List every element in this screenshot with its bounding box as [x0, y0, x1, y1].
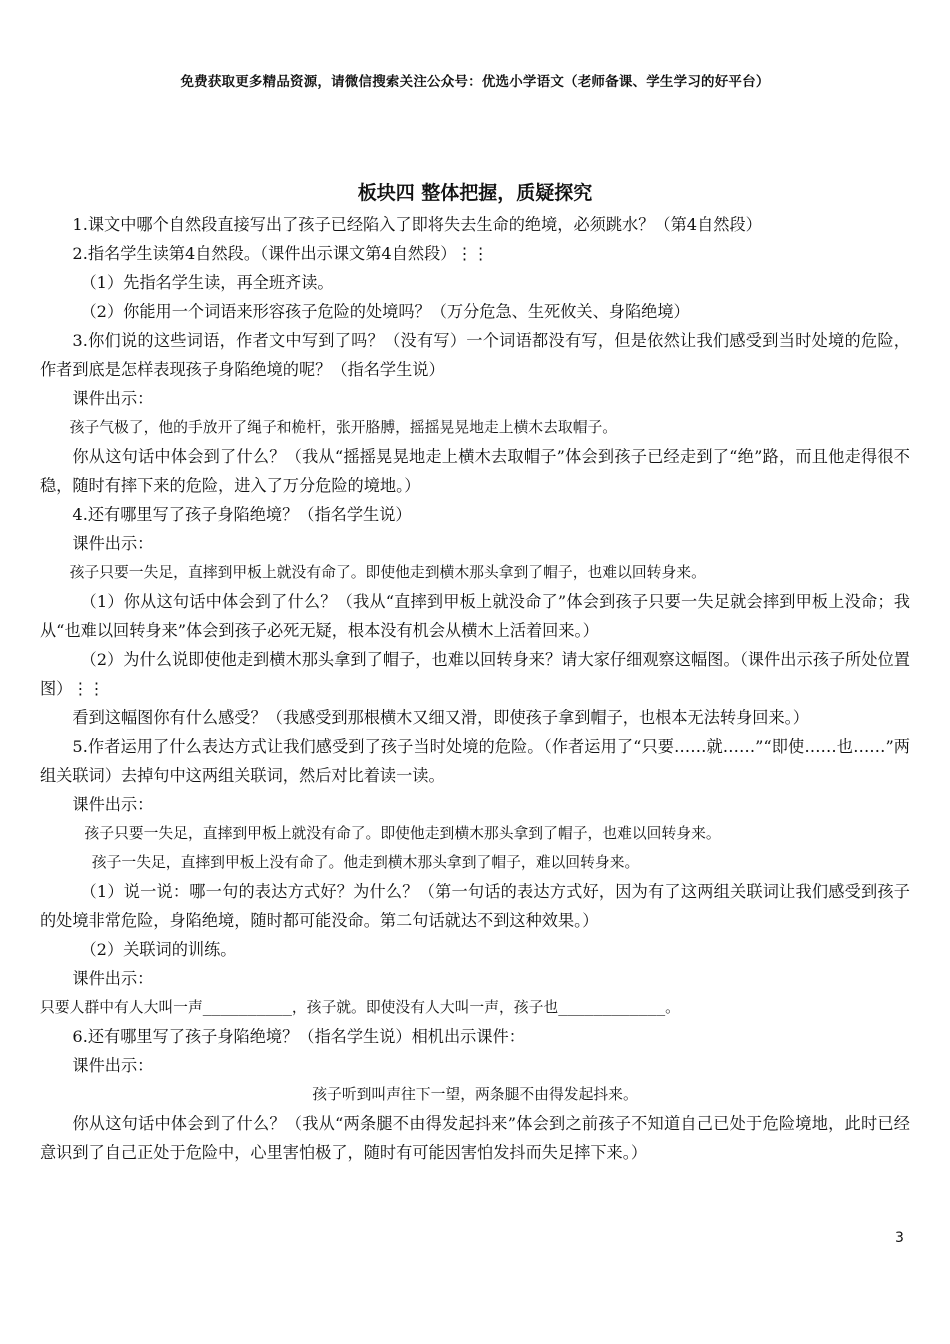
- paragraph: 看到这幅图你有什么感受？（我感受到那根横木又细又滑，即使孩子拿到帽子，也根本无法转身回来。）: [72, 708, 809, 727]
- courseware-label: 课件出示：: [72, 969, 154, 988]
- courseware-label: 课件出示：: [72, 534, 154, 553]
- paragraph: 4.还有哪里写了孩子身陷绝境？（指名学生说）: [72, 505, 412, 524]
- fill-in-exercise: 只要人群中有人大叫一声__________，孩子就。即使没有人大叫一声，孩子也____________。: [40, 999, 680, 1016]
- paragraph: 6.还有哪里写了孩子身陷绝境？（指名学生说）相机出示课件：: [72, 1027, 525, 1046]
- paragraph: （1）先指名学生读，再全班齐读。: [80, 273, 334, 292]
- paragraph: 1.课文中哪个自然段直接写出了孩子已经陷入了即将失去生命的绝境，必须跳水？（第4自然段）: [72, 215, 762, 234]
- header-promo-text: 免费获取更多精品资源，请微信搜索关注公众号：优选小学语文（老师备课、学生学习的好平台）: [180, 74, 770, 90]
- paragraph: 你从这句话中体会到了什么？（我从“两条腿不由得发起抖来”体会到之前孩子不知道自己已处于危险境地，此时已经意识到了自己正处于危险中，心里害怕极了，随时有可能因害怕发抖而失足摔下来。）: [40, 1114, 910, 1162]
- courseware-quote: 孩子只要一失足，直摔到甲板上就没有命了。即使他走到横木那头拿到了帽子，也难以回转身来。: [84, 825, 721, 842]
- page-number: 3: [895, 1230, 904, 1246]
- paragraph: （2）为什么说即使他走到横木那头拿到了帽子，也难以回转身来？请大家仔细观察这幅图。（课件出示孩子所处位置图）⋮⋮: [40, 650, 910, 698]
- courseware-quote: 孩子听到叫声往下一望，两条腿不由得发起抖来。: [312, 1086, 638, 1103]
- paragraph: （2）关联词的训练。: [80, 940, 237, 959]
- paragraph: 5.作者运用了什么表达方式让我们感受到了孩子当时处境的危险。（作者运用了“只要……就……”“即使……也……”两组关联词）去掉句中这两组关联词，然后对比着读一读。: [40, 737, 910, 785]
- courseware-label: 课件出示：: [72, 1056, 154, 1075]
- paragraph: 3.你们说的这些词语，作者文中写到了吗？（没有写）一个词语都没有写，但是依然让我们感受到当时处境的危险，作者到底是怎样表现孩子身陷绝境的呢？（指名学生说）: [40, 331, 910, 379]
- courseware-quote: 孩子只要一失足，直摔到甲板上就没有命了。即使他走到横木那头拿到了帽子，也难以回转身来。: [69, 564, 706, 581]
- courseware-label: 课件出示：: [72, 389, 154, 408]
- paragraph: （2）你能用一个词语来形容孩子危险的处境吗？（万分危急、生死攸关、身陷绝境）: [80, 302, 690, 321]
- courseware-label: 课件出示：: [72, 795, 154, 814]
- paragraph: （1）你从这句话中体会到了什么？（我从“直摔到甲板上就没命了”体会到孩子只要一失足就会摔到甲板上没命；我从“也难以回转身来”体会到孩子必死无疑，根本没有机会从横木上活着回来。）: [40, 592, 910, 640]
- courseware-quote: 孩子气极了，他的手放开了绳子和桅杆，张开胳膊，摇摇晃晃地走上横木去取帽子。: [69, 419, 618, 436]
- paragraph: （1）说一说：哪一句的表达方式好？为什么？（第一句话的表达方式好，因为有了这两组关联词让我们感受到孩子的处境非常危险，身陷绝境，随时都可能没命。第二句话就达不到这种效果。）: [40, 882, 910, 930]
- paragraph: 2.指名学生读第4自然段。（课件出示课文第4自然段）⋮⋮: [72, 244, 489, 263]
- courseware-quote: 孩子一失足，直摔到甲板上没有命了。他走到横木那头拿到了帽子，难以回转身来。: [91, 854, 640, 871]
- section-title: 板块四 整体把握，质疑探究: [357, 182, 593, 204]
- paragraph: 你从这句话中体会到了什么？（我从“摇摇晃晃地走上横木去取帽子”体会到孩子已经走到了“绝”路，而且他走得很不稳，随时有摔下来的危险，进入了万分危险的境地。）: [40, 447, 910, 495]
- body-content: [40, 210, 910, 1167]
